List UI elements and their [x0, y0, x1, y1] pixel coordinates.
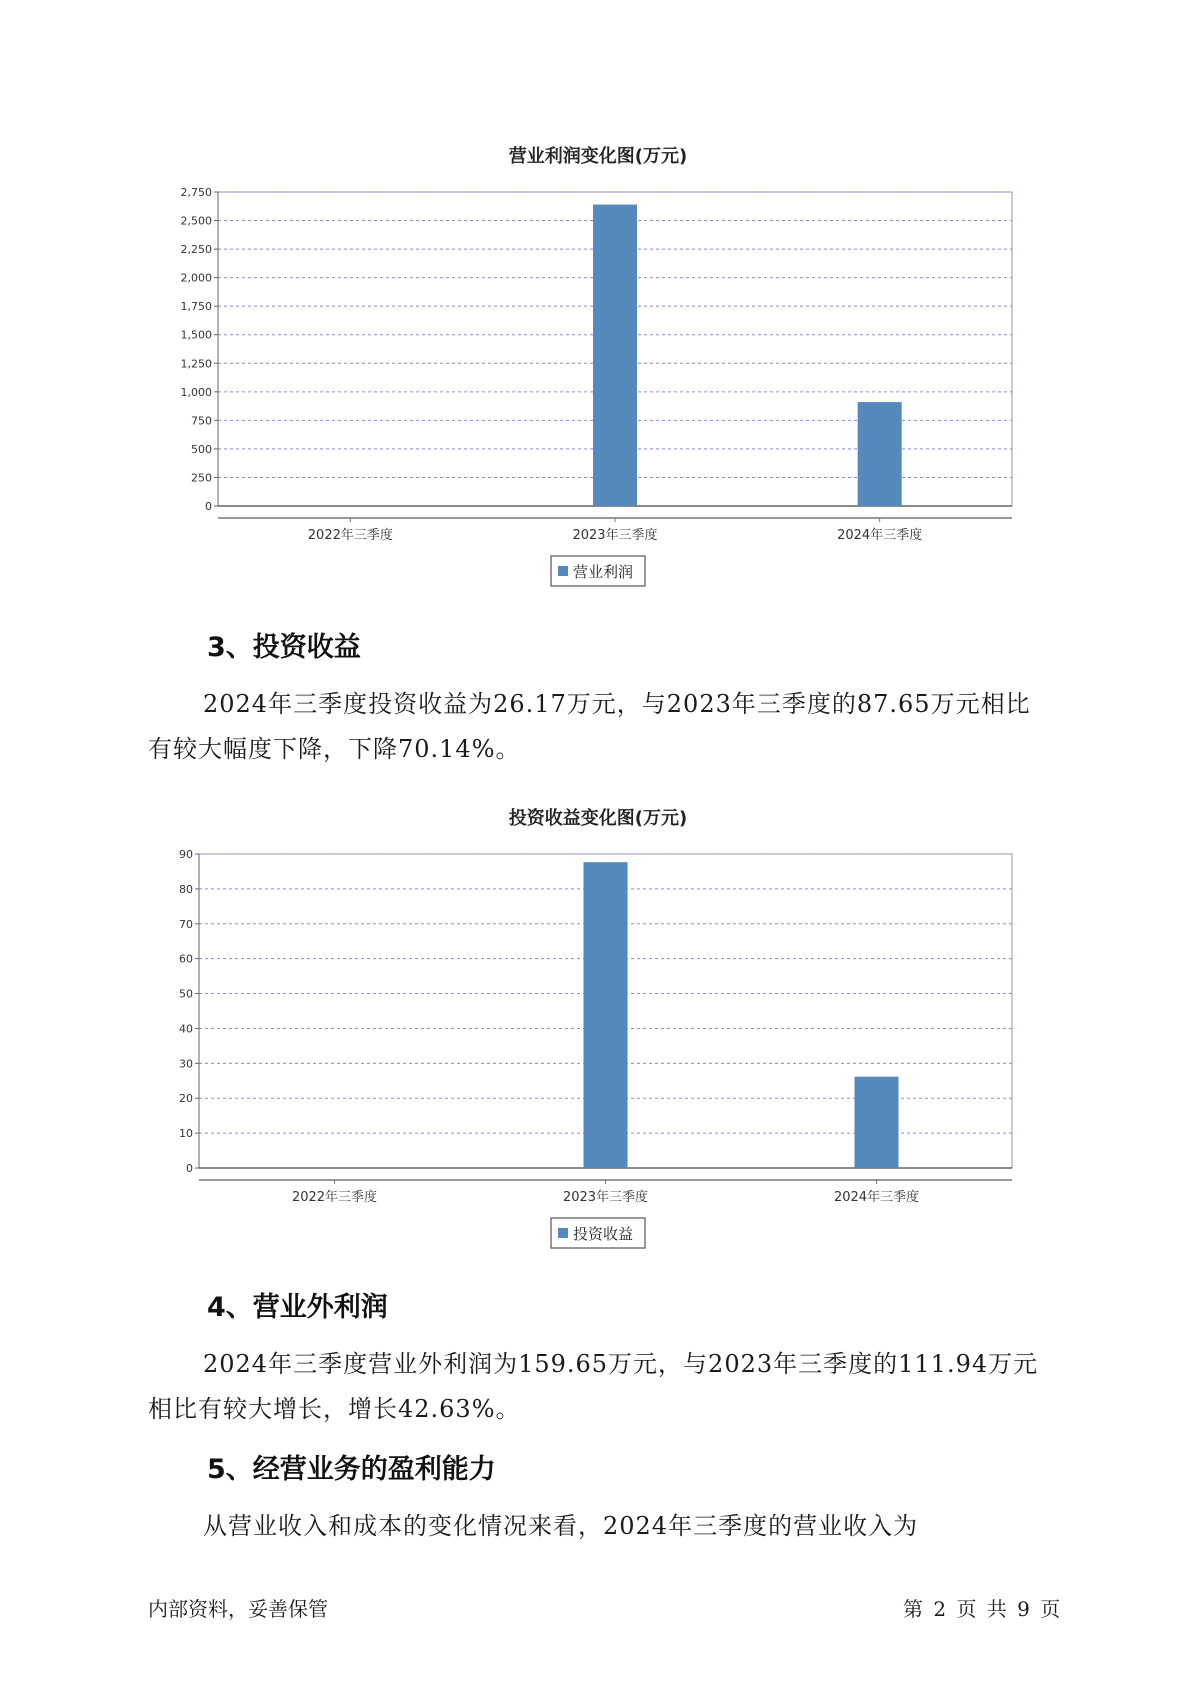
- legend-label: 投资收益: [573, 1225, 634, 1243]
- operating-profit-chart-svg: [0, 130, 1191, 600]
- section-heading-non-operating-profit: 4、营业外利润: [207, 1292, 388, 1323]
- x-tick-label: 2023年三季度: [572, 528, 658, 543]
- section-text-investment-income: 2024年三季度投资收益为26.17万元，与2023年三季度的87.65万元相比有较大幅度下降，下降70.14%。: [148, 690, 1031, 763]
- investment-income-chart-svg: [0, 792, 1191, 1262]
- bar: [593, 205, 637, 506]
- bar: [584, 862, 628, 1168]
- legend: [551, 556, 645, 586]
- operating-profit-chart: [0, 130, 1191, 600]
- bar: [855, 1077, 899, 1168]
- footer-confidential-note: 内部资料，妥善保管: [148, 1597, 328, 1621]
- chart-title: 营业利润变化图(万元): [508, 146, 688, 167]
- y-tick-label: 2,500: [180, 214, 212, 228]
- y-tick-label: 70: [179, 917, 193, 931]
- x-axis: [199, 1180, 1012, 1205]
- section-text-non-operating-profit: 2024年三季度营业外利润为159.65万元，与2023年三季度的111.94万元相比有较大增长，增长42.63%。: [148, 1350, 1039, 1423]
- y-tick-label: 60: [179, 952, 193, 966]
- y-tick-label: 500: [191, 442, 212, 456]
- section-heading-investment-income: 3、投资收益: [207, 632, 361, 663]
- x-tick-label: 2024年三季度: [833, 1190, 920, 1205]
- x-tick-label: 2024年三季度: [837, 528, 923, 543]
- y-tick-label: 2,750: [180, 186, 212, 199]
- y-tick-label: 1,250: [180, 357, 212, 371]
- legend: [551, 1218, 645, 1248]
- y-tick-label: 80: [179, 882, 193, 896]
- y-tick-label: 20: [179, 1092, 193, 1106]
- y-tick-label: 2,000: [180, 271, 212, 285]
- y-tick-label: 1,000: [180, 385, 212, 399]
- y-tick-label: 1,500: [180, 328, 212, 342]
- legend-swatch: [558, 1228, 568, 1238]
- y-tick-label: 2,250: [180, 243, 212, 257]
- y-tick-label: 1,750: [180, 300, 212, 314]
- y-tick-label: 30: [179, 1057, 193, 1071]
- y-tick-label: 0: [186, 1162, 193, 1175]
- section-text-profitability: 从营业收入和成本的变化情况来看，2024年三季度的营业收入为: [203, 1512, 919, 1540]
- y-tick-label: 750: [191, 414, 212, 428]
- y-tick-label: 250: [191, 471, 212, 485]
- bar: [858, 402, 902, 506]
- y-tick-label: 50: [179, 987, 193, 1001]
- chart-title: 投资收益变化图(万元): [508, 808, 688, 829]
- x-tick-label: 2022年三季度: [291, 1190, 378, 1205]
- y-tick-label: 10: [179, 1127, 193, 1141]
- footer-page-number: 第 2 页 共 9 页: [903, 1597, 1061, 1621]
- investment-income-chart: [0, 792, 1191, 1262]
- section-heading-profitability: 5、经营业务的盈利能力: [207, 1454, 496, 1485]
- x-axis: [218, 518, 1012, 543]
- y-tick-label: 0: [205, 500, 212, 513]
- legend-label: 营业利润: [573, 563, 634, 581]
- legend-swatch: [558, 566, 568, 576]
- y-tick-label: 90: [179, 848, 193, 861]
- y-tick-label: 40: [179, 1022, 193, 1036]
- x-tick-label: 2022年三季度: [307, 528, 393, 543]
- x-tick-label: 2023年三季度: [562, 1190, 649, 1205]
